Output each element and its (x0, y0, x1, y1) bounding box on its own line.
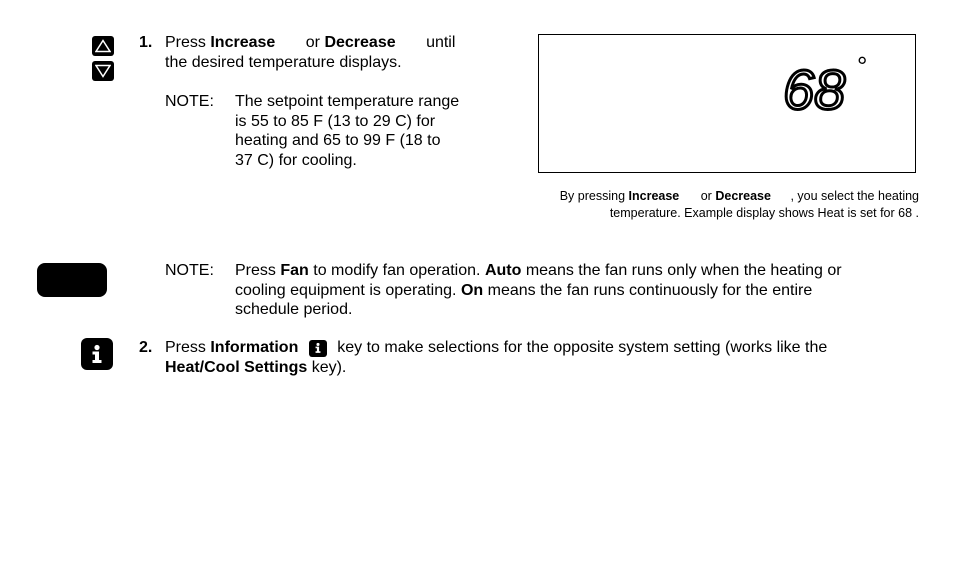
display-caption: By pressing Increase or Decrease , you select the heating temperature. Example display shows Heat is set for 68 . (559, 189, 919, 220)
triangle-down-icon (95, 64, 111, 78)
decrease-label: Decrease (324, 34, 396, 51)
step-2: 2. Press Information key to make selections for the opposite system setting (works like the Heat/Cool Settings key). (139, 339, 828, 376)
temperature-value: 68 (783, 61, 846, 113)
fan-key[interactable] (37, 263, 107, 297)
info-icon (86, 343, 108, 365)
step-number: 2. (139, 339, 153, 356)
note-label: NOTE: (165, 93, 214, 110)
information-key[interactable] (81, 338, 113, 370)
note-fan-operation: NOTE: Press Fan to modify fan operation. Auto means the fan runs only when the heating or cooling equipment is operating. On means the fan runs continuously for the entire schedule period. (165, 262, 842, 318)
increase-label: Increase (210, 34, 276, 51)
increase-key[interactable] (92, 36, 114, 56)
step-1: 1. Press Increase or Decrease until the desired temperature displays. (139, 34, 456, 71)
info-icon (309, 340, 327, 357)
step-number: 1. (139, 34, 153, 51)
degree-symbol: ° (857, 51, 868, 81)
note-setpoint-range: NOTE: The setpoint temperature range is 55 to 85 F (13 to 29 C) for heating and 65 to 99 F (18 to 37 C) for cooling. (165, 93, 460, 169)
note-label: NOTE: (165, 262, 214, 279)
triangle-up-icon (95, 39, 111, 53)
thermostat-display (538, 34, 916, 173)
decrease-key[interactable] (92, 61, 114, 81)
